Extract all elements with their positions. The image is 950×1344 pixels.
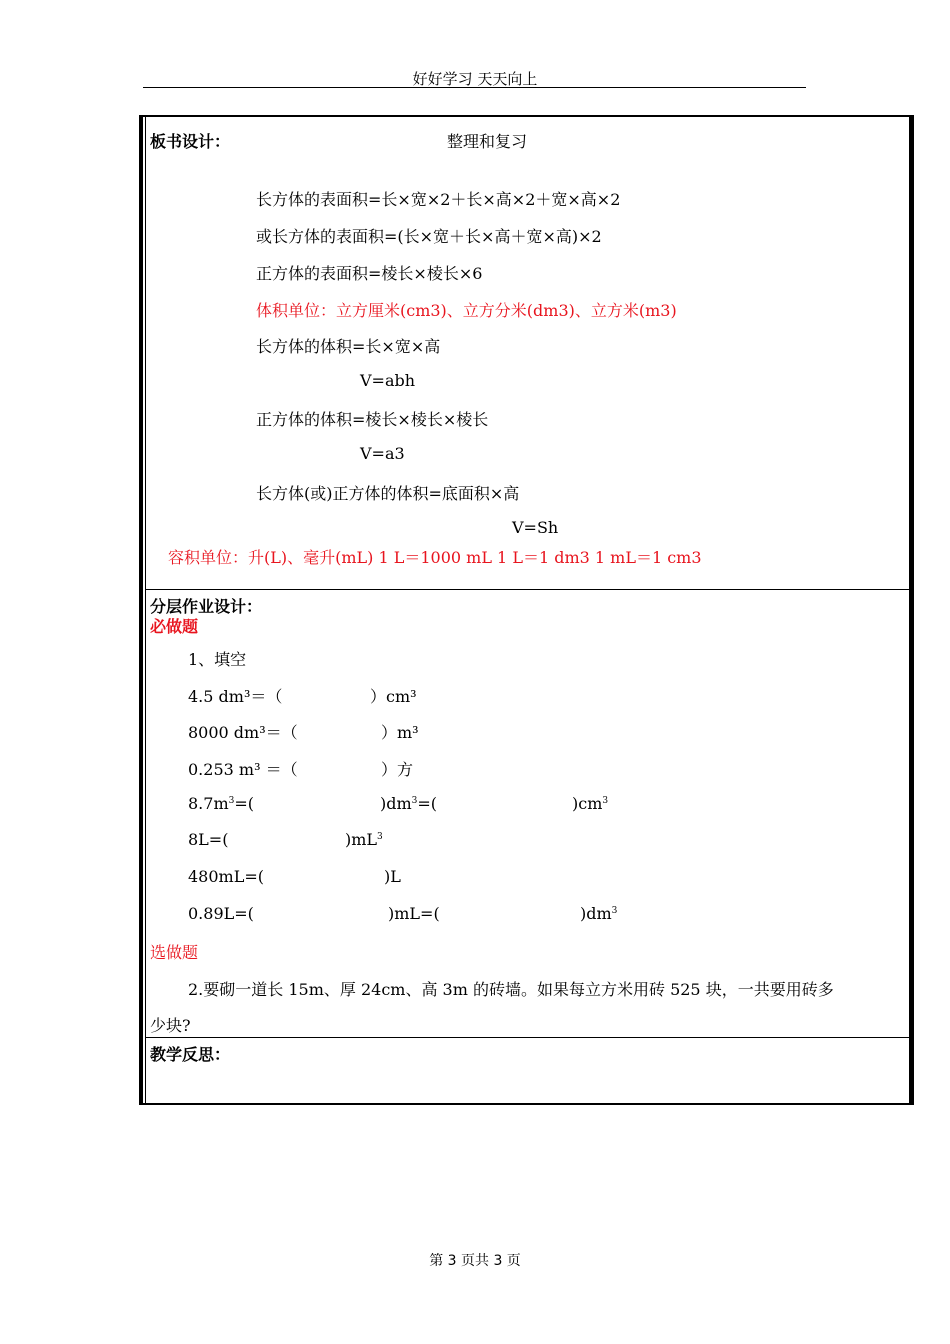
fill-row-4-part-1: [188, 794, 254, 813]
fill-row-3-right: ）方: [381, 760, 414, 779]
board-design-label: 板书设计：: [150, 132, 231, 151]
fill-text: )mL: [345, 830, 378, 849]
superscript: 3: [611, 906, 618, 916]
board-line-capacity-units: 容积单位：升(L)、毫升(mL) 1 L＝1000 mL 1 L＝1 dm3 1 mL＝1 cm3: [168, 548, 702, 567]
fill-text: )cm: [572, 794, 603, 813]
fill-text: 8.7m: [188, 794, 229, 813]
fill-row-6-left: 480mL=(: [188, 867, 264, 886]
fill-row-5-left: 8L=(: [188, 830, 229, 849]
board-line: 正方体的体积=棱长×棱长×棱长: [256, 410, 489, 429]
fill-row-4-part-2: [380, 794, 437, 813]
row-divider-reflection: [145, 1037, 910, 1038]
fill-text: =(: [417, 794, 438, 813]
homework-label: 分层作业设计：: [150, 597, 263, 616]
fill-row-1-right: ）cm³: [370, 687, 417, 706]
page-footer: 第 3 页共 3 页: [429, 1253, 521, 1269]
header-rule: [143, 87, 806, 88]
board-title: 整理和复习: [447, 132, 528, 151]
question-2-line-1: 2.要砌一道长 15m、厚 24cm、高 3m 的砖墙。如果每立方米用砖 525 块，一共要用砖多: [188, 980, 834, 999]
formula-cuboid: V=abh: [360, 371, 416, 390]
table-inner-left-border: [145, 117, 146, 1104]
fill-row-7-left: 0.89L=(: [188, 904, 254, 923]
board-line: 或长方体的表面积=(长×宽＋长×高＋宽×高)×2: [256, 227, 602, 246]
required-label: 必做题: [150, 617, 199, 636]
fill-row-4-part-3: [572, 794, 608, 813]
fill-row-2-right: ）m³: [381, 723, 419, 742]
fill-row-7-mid: )mL=(: [388, 904, 440, 923]
question-1-title: 1、填空: [188, 650, 247, 669]
fill-text: =(: [234, 794, 255, 813]
row-divider-homework: [145, 589, 910, 590]
superscript: 3: [228, 796, 235, 806]
fill-row-1-left: 4.5 dm³＝（: [188, 687, 283, 706]
optional-label: 选做题: [150, 943, 199, 962]
page-header: 好好学习 天天向上: [412, 70, 538, 88]
superscript: 3: [602, 796, 609, 806]
superscript: 3: [377, 832, 383, 842]
reflection-label: 教学反思：: [150, 1045, 231, 1064]
fill-row-3-left: 0.253 m³ ＝（: [188, 760, 298, 779]
board-line-volume-units: 体积单位：立方厘米(cm3)、立方分米(dm3)、立方米(m3): [256, 301, 677, 320]
board-line: 长方体的表面积=长×宽×2＋长×高×2＋宽×高×2: [256, 190, 621, 209]
table-inner-right-border: [909, 117, 910, 1104]
board-line: 正方体的表面积=棱长×棱长×6: [256, 264, 483, 283]
formula-general: V=Sh: [512, 518, 559, 537]
fill-row-6-right: )L: [384, 867, 401, 886]
fill-row-5-right: [345, 830, 383, 849]
superscript: 3: [411, 796, 418, 806]
question-2-line-2: 少块?: [150, 1016, 191, 1035]
fill-row-7-right: [580, 904, 617, 923]
board-line: 长方体(或)正方体的体积=底面积×高: [256, 484, 520, 503]
fill-row-2-left: 8000 dm³＝（: [188, 723, 298, 742]
fill-text: )dm: [380, 794, 412, 813]
formula-cube: V=a3: [360, 444, 405, 463]
fill-text: )dm: [580, 904, 612, 923]
board-line: 长方体的体积=长×宽×高: [256, 337, 441, 356]
